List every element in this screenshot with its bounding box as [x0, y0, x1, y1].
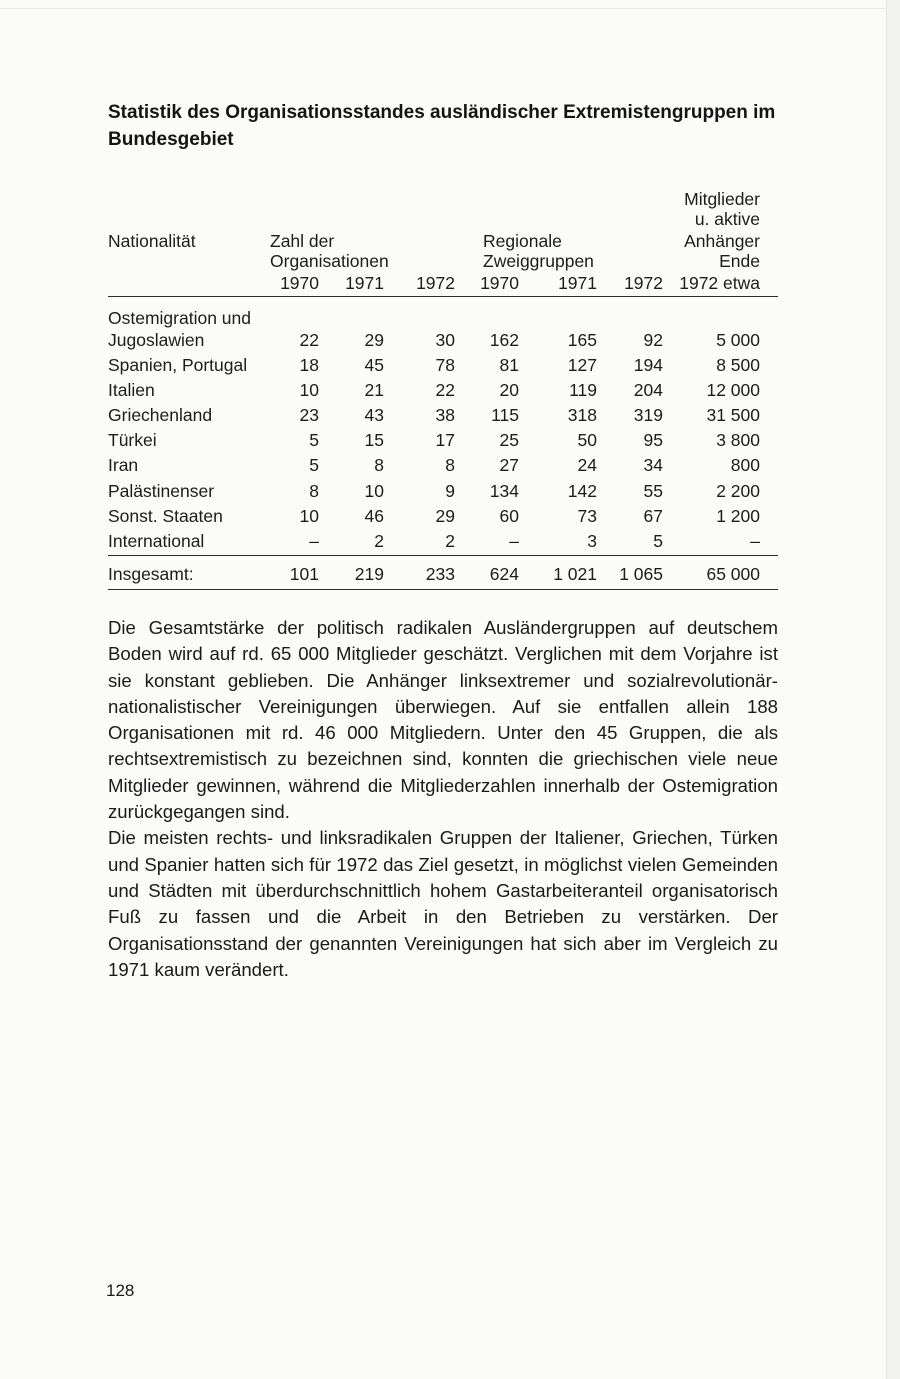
table-cell: 38 — [435, 405, 455, 425]
statistics-table — [0, 0, 886, 620]
total-cell: 233 — [425, 564, 455, 584]
table-cell: 165 — [567, 330, 597, 350]
total-cell: 219 — [354, 564, 384, 584]
table-cell: 22 — [299, 330, 319, 350]
table-cell: 46 — [364, 506, 384, 526]
table-cell: 319 — [633, 405, 663, 425]
table-cell: 5 — [309, 455, 319, 475]
paragraph: Die Gesamtstärke der politisch radikalen Ausländergruppen auf deutschem Boden wird auf rd. 65 000 Mitglieder geschätzt. Verglichen mit dem Vorjahre ist sie konstant geblieben. Die Anhänger linksextremer und sozialrevolutionär-nationalistischer Vereinigungen überwiegen. Auf sie entfallen allein 188 Organisationen mit rd. 46 000 Mitgliedern. Unter den 45 Gruppen, die als rechtsextremistisch zu bezeichnen sind, konnten die griechischen viele neue Mitglieder gewinnen, während die Mitgliederzahlen innerhalb der Ostemigration zurückgegangen sind. — [108, 617, 778, 823]
row-label: Sonst. Staaten — [108, 506, 223, 526]
row-label: International — [108, 531, 205, 551]
column-header-year: 1971 — [345, 273, 384, 293]
table-cell: 142 — [567, 481, 597, 501]
column-header-mitglieder: Anhänger — [684, 231, 760, 251]
table-cell: 17 — [435, 430, 455, 450]
body-text — [108, 615, 778, 983]
table-cell: 60 — [499, 506, 519, 526]
table-cell: 5 — [309, 430, 319, 450]
table-cell: 204 — [633, 380, 663, 400]
table-cell: 119 — [569, 380, 597, 400]
total-cell: 1 065 — [619, 564, 663, 584]
table-cell: 12 000 — [706, 380, 760, 400]
table-cell: 10 — [299, 506, 319, 526]
paragraph: Die meisten rechts- und linksradikalen Gruppen der Italiener, Griechen, Türken und Spanier hatten sich für 1972 das Ziel gesetzt, in möglichst vielen Gemeinden und Städten mit überdurchschnittlich hohem Gastarbeiteranteil organisatorisch Fuß zu fassen und die Arbeit in den Betrieben zu verstärken. Der Organisationsstand der genannten Vereinigungen hat sich aber im Vergleich zu 1971 kaum verändert. — [108, 827, 778, 980]
table-cell: 2 — [445, 531, 455, 551]
column-header-zahl: Organisationen — [270, 251, 389, 271]
table-cell: 8 — [374, 455, 384, 475]
column-header-regionale: Zweiggruppen — [483, 251, 594, 271]
table-cell: 115 — [491, 405, 519, 425]
table-cell: 1 200 — [716, 506, 760, 526]
row-label: Jugoslawien — [108, 330, 205, 350]
total-rule — [108, 555, 778, 556]
column-header-nationalitaet: Nationalität — [108, 231, 196, 251]
total-cell: 101 — [289, 564, 319, 584]
table-cell: 8 500 — [716, 355, 760, 375]
table-cell: 78 — [435, 355, 455, 375]
table-cell: 29 — [364, 330, 384, 350]
table-cell: 15 — [364, 430, 384, 450]
document-title: Statistik des Organisationsstandes ausländischer Extremistengruppen im Bundesgebiet — [108, 102, 776, 150]
table-cell: 5 000 — [716, 330, 760, 350]
table-cell: 22 — [435, 380, 455, 400]
column-header-mitglieder: Mitglieder — [684, 189, 760, 209]
table-cell: 95 — [643, 430, 663, 450]
table-cell: 21 — [364, 380, 384, 400]
total-cell: 65 000 — [706, 564, 760, 584]
table-cell: 5 — [653, 531, 663, 551]
column-header-regionale: Regionale — [483, 231, 562, 251]
table-cell: 162 — [489, 330, 519, 350]
table-cell: 18 — [299, 355, 319, 375]
total-cell: 624 — [489, 564, 519, 584]
table-cell: 92 — [643, 330, 663, 350]
total-label: Insgesamt: — [108, 564, 194, 584]
table-cell: 45 — [364, 355, 384, 375]
table-cell: 34 — [643, 455, 663, 475]
table-cell: 20 — [499, 380, 519, 400]
row-label: Ostemigration und — [108, 308, 251, 328]
row-label: Italien — [108, 380, 155, 400]
table-cell: 3 800 — [716, 430, 760, 450]
table-cell: 50 — [577, 430, 597, 450]
table-cell: – — [309, 531, 319, 551]
column-header-year: 1972 etwa — [679, 273, 760, 293]
table-cell: 24 — [577, 455, 597, 475]
table-cell: 30 — [435, 330, 455, 350]
table-cell: – — [750, 531, 760, 551]
table-cell: 8 — [309, 481, 319, 501]
row-label: Spanien, Portugal — [108, 355, 248, 375]
row-label: Griechenland — [108, 405, 213, 425]
table-cell: 31 500 — [706, 405, 760, 425]
column-header-year: 1972 — [624, 273, 663, 293]
table-cell: 55 — [643, 481, 663, 501]
table-cell: 43 — [364, 405, 384, 425]
total-cell: 1 021 — [553, 564, 597, 584]
row-label: Iran — [108, 455, 139, 475]
table-cell: 25 — [499, 430, 519, 450]
bottom-rule — [108, 589, 778, 590]
column-header-zahl: Zahl der — [270, 231, 335, 251]
table-cell: 2 200 — [716, 481, 760, 501]
page-number: 128 — [106, 1281, 135, 1300]
row-label: Türkei — [108, 430, 157, 450]
table-cell: 67 — [643, 506, 663, 526]
table-cell: 3 — [587, 531, 597, 551]
column-header-year: 1970 — [280, 273, 319, 293]
table-cell: 29 — [435, 506, 455, 526]
column-header-mitglieder: u. aktive — [694, 209, 760, 229]
table-cell: 10 — [364, 481, 384, 501]
table-cell: 127 — [567, 355, 597, 375]
table-cell: 318 — [567, 405, 597, 425]
header-rule — [108, 296, 778, 297]
table-cell: – — [509, 531, 519, 551]
column-header-year: 1972 — [416, 273, 455, 293]
table-cell: 27 — [499, 455, 519, 475]
column-header-mitglieder: Ende — [719, 251, 760, 271]
column-header-year: 1971 — [558, 273, 597, 293]
table-cell: 9 — [445, 481, 455, 501]
table-cell: 10 — [299, 380, 319, 400]
table-cell: 8 — [445, 455, 455, 475]
table-cell: 73 — [577, 506, 597, 526]
row-label: Palästinenser — [108, 481, 215, 501]
column-header-year: 1970 — [480, 273, 519, 293]
table-cell: 23 — [299, 405, 319, 425]
table-cell: 81 — [499, 355, 519, 375]
table-cell: 194 — [633, 355, 663, 375]
table-cell: 134 — [489, 481, 519, 501]
table-cell: 800 — [730, 455, 760, 475]
table-cell: 2 — [374, 531, 384, 551]
